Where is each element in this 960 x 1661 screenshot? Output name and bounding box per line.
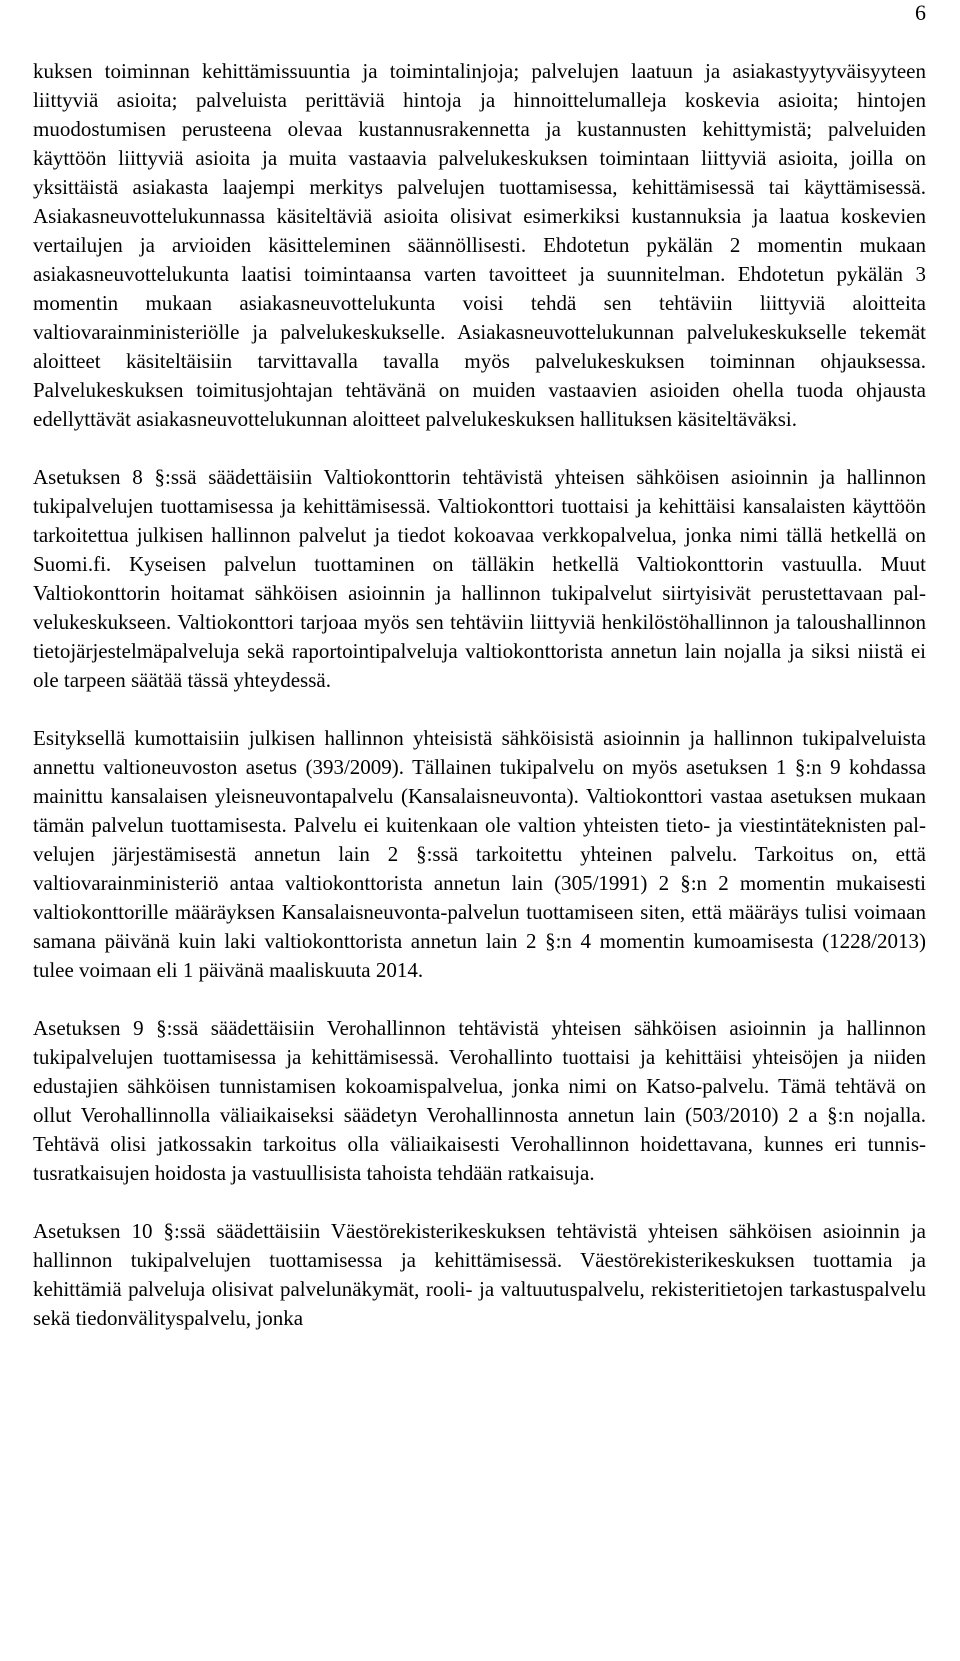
body-text: [33, 57, 926, 1362]
paragraph-2: Asetuksen 8 §:ssä säädettäisiin Valtiokonttorin tehtävistä yhteisen sähköisen asioinnin ja hallinnon tukipalvelujen tuottamisessa ja kehittämisessä. Valtiokonttori tuottaisi ja kehittäisi kansalaisten käyttöön tarkoitettua julkisen hallinnon palvelut ja tiedot kokoavaa verkkopalvelua, jonka nimi tällä hetkellä on Suomi.fi. Kyseisen palvelun tuottaminen on tälläkin hetkellä Valtiokonttorin vastuulla. Muut Valtiokonttorin hoitamat sähköisen asioinnin ja hallinnon tukipalvelut siirtyisivät perustettavaan palvelukeskukseen. Valtiokonttori tarjoaa myös sen tehtäviin liittyviä henkilöstöhallinnon ja taloushallinnon tietojärjestelmäpalveluja sekä raportointipalveluja valtiokonttorista annetun lain nojalla ja siksi niistä ei ole tarpeen säätää tässä yhteydessä.: [33, 465, 926, 692]
paragraph-4: Asetuksen 9 §:ssä säädettäisiin Verohallinnon tehtävistä yhteisen sähköisen asioinnin ja hallinnon tukipalvelujen tuottamisessa ja kehittämisessä. Verohallinto tuottaisi ja kehittäisi yhteisöjen ja niiden edustajien sähköisen tunnistamisen kokoamispalvelua, jonka nimi on Katso-palvelu. Tämä tehtävä on ollut Verohallinnolla väliaikaiseksi säädetyn Verohallinnosta annetun lain (503/2010) 2 a §:n nojalla. Tehtävä olisi jatkossakin tarkoitus olla väliaikaisesti Verohallinnon hoidettavana, kunnes eri tunnistusratkaisujen hoidosta ja vastuullisista tahoista tehdään ratkaisuja.: [33, 1016, 926, 1185]
paragraph-1: kuksen toiminnan kehittämissuuntia ja toimintalinjoja; palvelujen laatuun ja asiakastyytyväisyyteen liittyviä asioita; palveluista perittäviä hintoja ja hinnoittelumalleja koskevia asioita; hintojen muodostumisen perusteena olevaa kustannusrakennetta ja kustannusten kehittymistä; palveluiden käyttöön liittyviä asioita ja muita vastaavia palvelukeskuksen toimintaan liittyviä asioita, joilla on yksittäistä asiakasta laajempi merkitys palvelujen tuottamisessa, kehittämisessä tai käyttämisessä. Asiakasneuvottelukunnassa käsiteltäviä asioita olisivat esimerkiksi kustannuksia ja laatua koskevien vertailujen ja arvioiden käsitteleminen säännöllisesti. Ehdotetun pykälän 2 momentin mukaan asiakasneuvottelukunta laatisi toimintaansa varten tavoitteet ja suunnitelman. Ehdotetun pykälän 3 momentin mukaan asiakasneuvottelukunta voisi tehdä sen tehtäviin liittyviä aloitteita valtiovarainministeriölle ja palvelukeskukselle. Asiakasneuvottelukunnan palvelukeskukselle tekemät aloitteet käsiteltäisiin tarvittavalla tavalla myös palvelukeskuksen toiminnan ohjauksessa. Palvelukeskuksen toimitusjohtajan tehtävänä on muiden vastaavien asioiden ohella tuoda ohjausta edellyttävät asiakasneuvottelukunnan aloitteet palvelukeskuksen hallituksen käsiteltäväksi.: [33, 59, 926, 431]
paragraph-5: Asetuksen 10 §:ssä säädettäisiin Väestörekisterikeskuksen tehtävistä yhteisen sähköisen asioinnin ja hallinnon tukipalvelujen tuottamisessa ja kehittämisessä. Väestörekisterikeskuksen tuottamia ja kehittämiä palveluja olisivat palvelunäkymät, rooli- ja valtuutuspalvelu, rekisteritietojen tarkastuspalvelu sekä tiedonvälityspalvelu, jonka: [33, 1219, 926, 1330]
paragraph-3: Esityksellä kumottaisiin julkisen hallinnon yhteisistä sähköisistä asioinnin ja hallinnon tukipalveluista annettu valtioneuvoston asetus (393/2009). Tällainen tukipalvelu on myös asetuksen 1 §:n 9 kohdassa mainittu kansalaisen yleisneuvontapalvelu (Kansalaisneuvonta). Valtiokonttori vastaa asetuksen mukaan tämän palvelun tuottamisesta. Palvelu ei kuitenkaan ole valtion yhteisten tieto- ja viestintäteknisten palvelujen järjestämisestä annetun lain 2 §:ssä tarkoitettu yhteinen palvelu. Tarkoitus on, että valtiovarainministeriö antaa valtiokonttorista annetun lain (305/1991) 2 §:n 2 momentin mukaisesti valtiokonttorille määräyksen Kansalaisneuvonta-palvelun tuottamiseen siten, että määräys tulisi voimaan samana päivänä kuin laki valtiokonttorista annetun lain 2 §:n 4 momentin kumoamisesta (1228/2013) tulee voimaan eli 1 päivänä maaliskuuta 2014.: [33, 726, 926, 982]
page-number: 6: [915, 0, 926, 25]
